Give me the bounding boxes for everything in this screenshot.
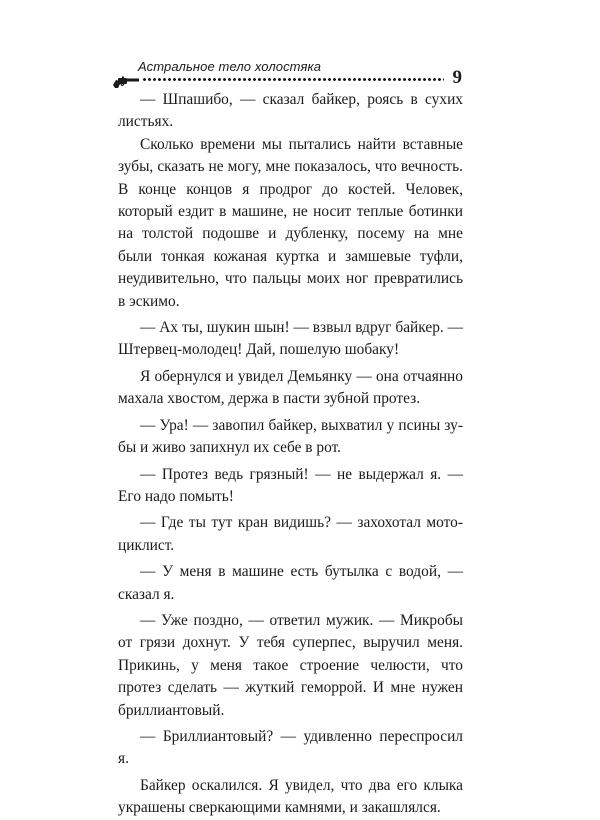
paragraph: — Бриллиантовый? — удивленно переспросил я. [118,727,463,768]
paragraph: Сколько времени мы пытались найти вставные зубы, сказать не могу, мне показалось, что вечность. В конце концов я продрог до костей. Человек, который ездит в машине, не носит теплые ботинки на толстой подошве и дубленку, посему на мне были тонкая кожаная куртка и замшевые туфли, неудивительно, что пальцы моих ног превратились в эскимо. [118,135,463,310]
book-title: Астральное тело холостяка [138,59,322,74]
paragraph: — У меня в машине есть бутылка с водой, — сказал я. [118,563,463,603]
page-number: 9 [452,67,462,88]
paragraph: — Где ты тут кран видишь? — захохотал мотоциклист. [118,514,463,554]
running-header [112,59,468,91]
paragraph: Байкер оскалился. Я увидел, что два его клыка украшены сверкающими камнями, и закашлялся. [118,776,463,817]
header-dotted-rule [142,78,444,81]
paragraph: — Шпашибо, — сказал байкер, роясь в сухих листьях. [118,91,463,131]
paragraph: Я обернулся и увидел Демьянку — она отчаянно махала хвостом, держа в пасти зубной протез. [118,367,463,408]
revolver-icon [112,73,140,89]
paragraph: — Протез ведь грязный! — не выдержал я. — Его надо помыть! [118,465,463,505]
paragraph: — Уже поздно, — ответил мужик. — Микробы от грязи дохнут. У тебя суперпес, выручил меня. Прикинь, у меня такое строение челюсти, что протез сделать — жуткий геморрой. И мне нужен бриллиантовый. [118,611,463,719]
paragraph: — Ура! — завопил байкер, выхватил у псины зубы и живо запихнул их себе в рот. [118,416,463,457]
paragraph: — Ах ты, шукин шын! — взвыл вдруг байкер. — Штервец-молодец! Дай, пошелую шобаку! [118,319,463,359]
body-text [118,89,463,820]
